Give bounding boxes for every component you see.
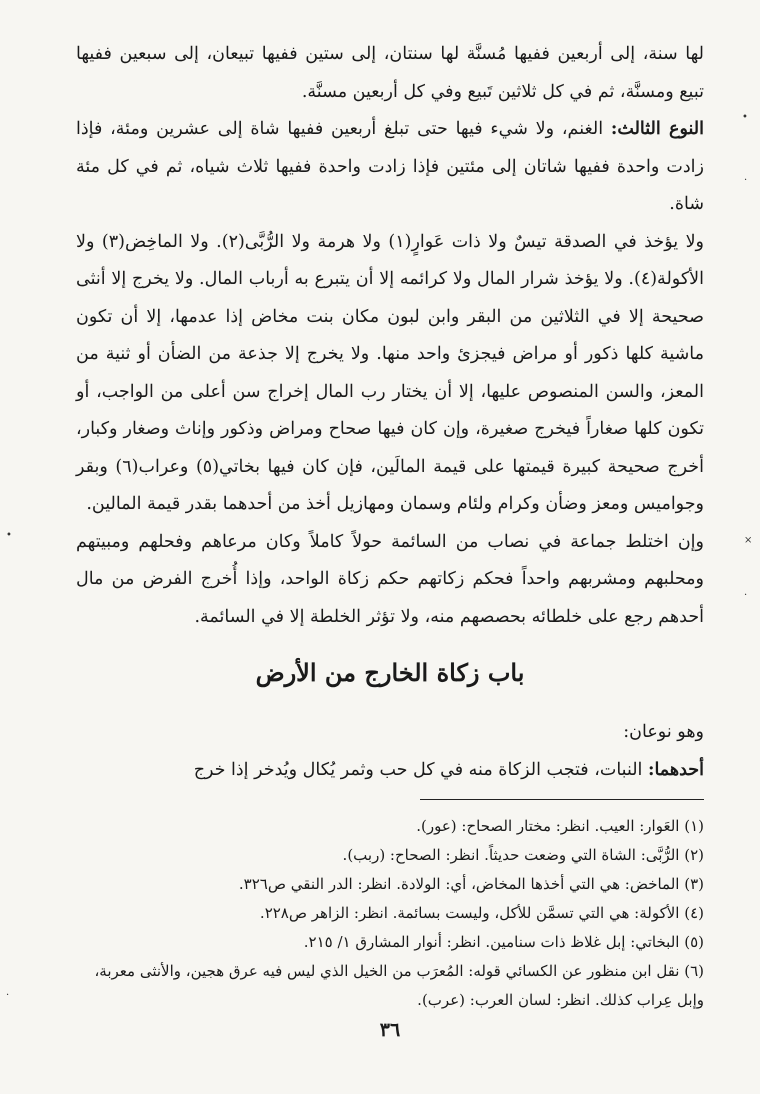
footnote-3: (٣) الماخض: هي التي أخذها المخاض، أي: الولادة. انظر: الدر النقي ص٣٢٦.: [238, 875, 704, 893]
footnote-2: (٢) الرُّبَّى: الشاة التي وضعت حديثاً. انظر: الصحاح: (ربب).: [342, 846, 704, 864]
paragraph-5: [76, 752, 704, 790]
margin-speck: ×: [744, 535, 753, 546]
page-number: ٣٦: [379, 1019, 401, 1041]
footnote-5: (٥) البخاتي: إبل غلاظ ذات سنامين. انظر: أنوار المشارق ١/ ٢١٥.: [303, 933, 704, 951]
footnotes: [76, 812, 704, 1015]
footnote-1: (١) العَوار: العيب. انظر: مختار الصحاح: (عور).: [416, 817, 704, 835]
paragraph-5-text: النبات، فتجب الزكاة منه في كل حب وثمر يُكال ويُدخر إذا خرج: [193, 759, 648, 780]
margin-speck: •: [742, 112, 748, 123]
paragraph-1-text: لها سنة، إلى أربعين ففيها مُسنَّة لها سنتان، إلى ستين ففيها تبيعان، إلى سبعين ففيها تبيع ومسنَّة، ثم في كل ثلاثين تَبيع وفي كل أربعين مسنَّة.: [76, 44, 704, 102]
paragraph-2-text: الغنم، ولا شيء فيها حتى تبلغ أربعين ففيها شاة إلى عشرين ومئة، فإذا زادت واحدة ففيها شاتان إلى مئتين فإذا زادت واحدة ففيها ثلاث شياه، ثم في كل مئة شاة.: [76, 119, 704, 214]
margin-speck: ·: [744, 175, 748, 186]
page-content: [76, 36, 704, 1041]
footnote-4: (٤) الأكولة: هي التي تسمَّن للأكل، وليست بسائمة. انظر: الزاهر ص٢٢٨.: [259, 904, 704, 922]
paragraph-3: [76, 224, 704, 524]
intro-line: وهو نوعان:: [623, 722, 704, 742]
section-heading: باب زكاة الخارج من الأرض: [255, 658, 525, 687]
margin-speck: ·: [744, 590, 748, 601]
paragraph-2-lead: النوع الثالث:: [610, 119, 704, 139]
paragraph-4-text: وإن اختلط جماعة في نصاب من السائمة حولاً كاملاً وكان مرعاهم وفحلهم ومبيتهم ومحلبهم ومشربهم واحداً فحكم زكاتهم حكم زكاة الواحد، وإذا أُخرج الفرض من مال أحدهم رجع على خلطائه بحصصهم منه، ولا تؤثر الخلطة إلا في السائمة.: [76, 531, 704, 627]
margin-speck: •: [6, 530, 12, 541]
paragraph-3-text: ولا يؤخذ في الصدقة تيسٌ ولا ذات عَوارٍ(١) ولا هرمة ولا الرُّبَّى(٢). ولا الماخِض(٣) ولا الأكولة(٤). ولا يؤخذ شرار المال ولا كرائمه إلا أن يتبرع به أرباب المال. ولا يخرج إلا أنثى صحيحة إلا في الثلاثين من البقر وابن لبون مكان بنت مخاض إذا عدمها، إلا أن تكون ماشية كلها ذكور أو مراض فيجزئ واحد منها. ولا يخرج إلا جذعة من الضأن أو ثنية من المعز، والسن المنصوص عليها، إلا أن يختار رب المال إخراج سن أعلى من الواجب، أو تكون كلها صغاراً فيخرج صغيرة، وإن كان فيها صحاح ومراض وذكور وإناث وصغار وكبار، أخرج صحيحة كبيرة قيمتها على قيمة المالَين، فإن كان فيها بخاتي(٥) وعراب(٦) وبقر وجواميس ومعز وضأن وكرام ولئام وسمان ومهازيل أخذ من أحدهما بقدر قيمة المالين.: [76, 231, 705, 514]
footnote-divider: [420, 799, 704, 800]
paragraph-1: [76, 36, 704, 111]
margin-speck: ·: [6, 990, 10, 1001]
paragraph-5-lead: أحدهما:: [647, 759, 704, 780]
paragraph-2: [76, 111, 704, 224]
paragraph-4: [76, 524, 704, 637]
footnote-6: (٦) نقل ابن منظور عن الكسائي قوله: المُعرَب من الخيل الذي ليس فيه عرق هجين، والأنثى معربة، وإبل عِراب كذلك. انظر: لسان العرب: (عرب).: [94, 962, 704, 1009]
